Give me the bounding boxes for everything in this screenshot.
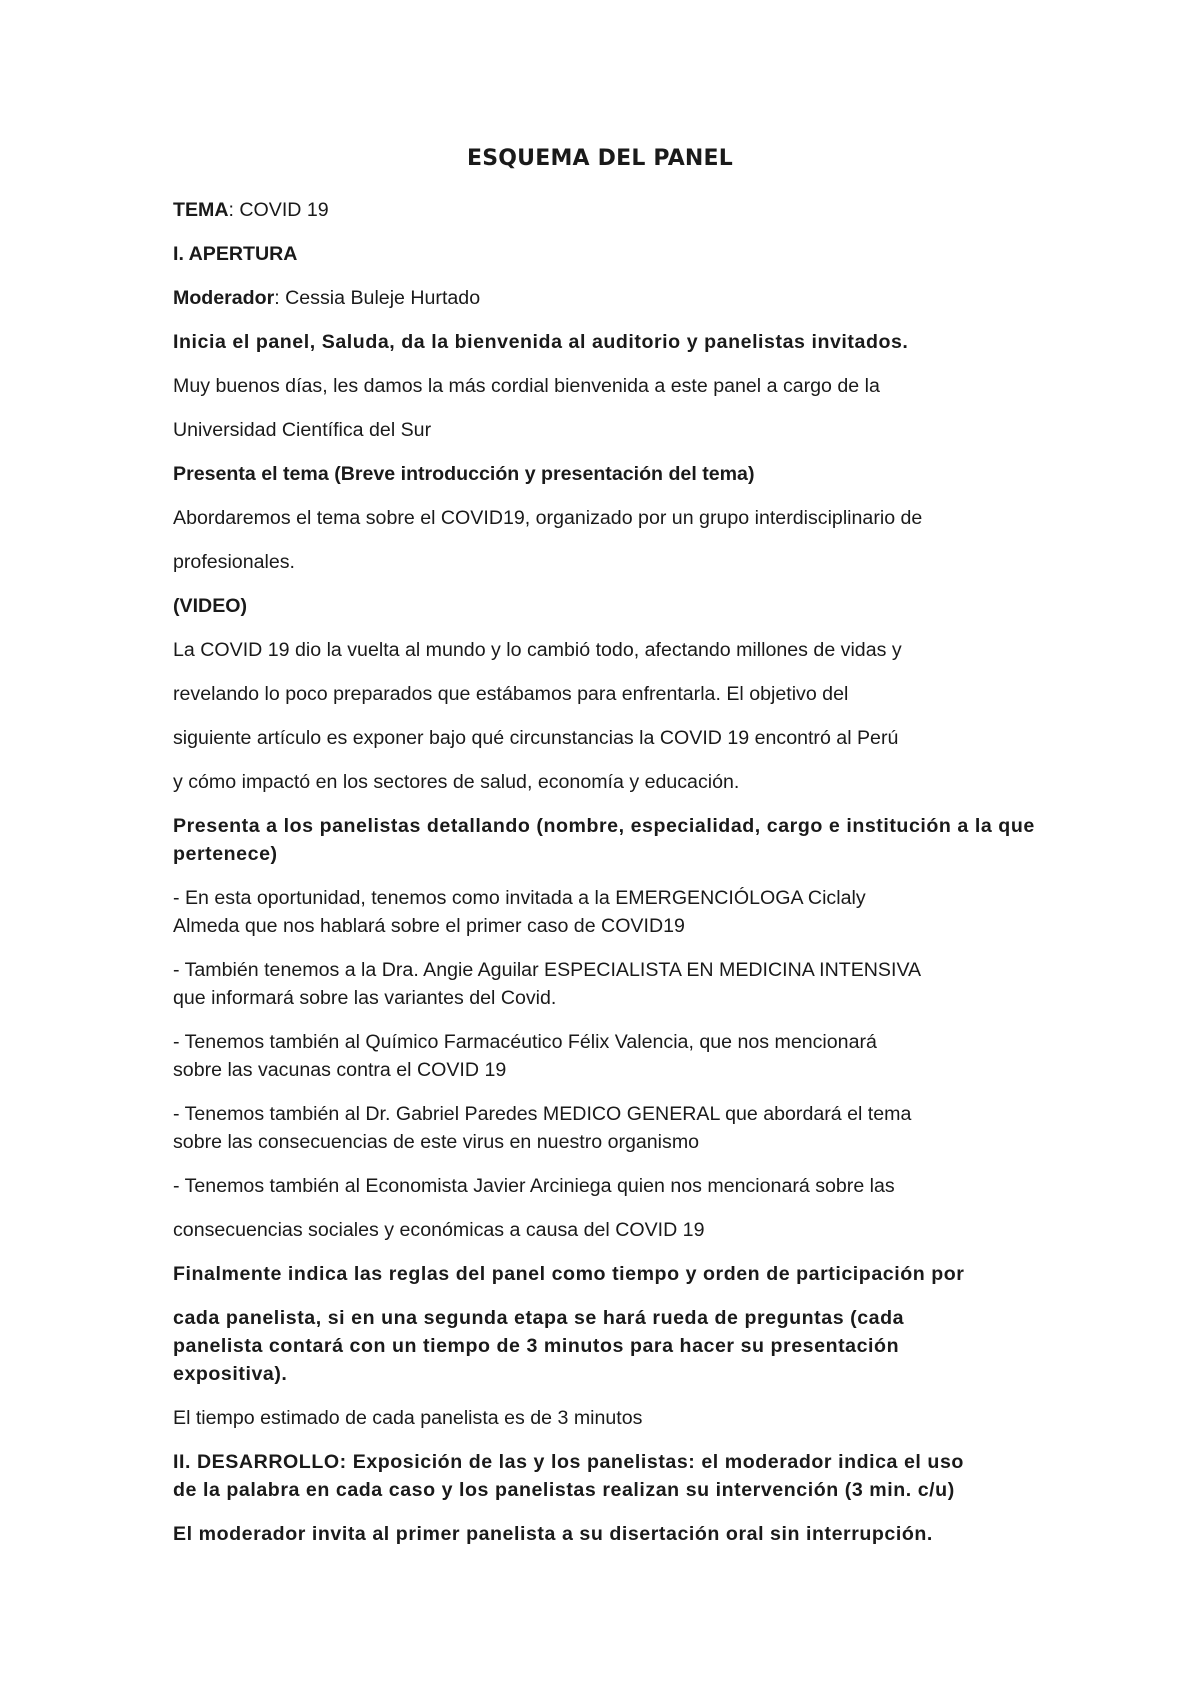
abordaremos-line-2: profesionales. xyxy=(173,551,295,573)
video-label: (VIDEO) xyxy=(173,595,248,617)
reglas-line-3: panelista contará con un tiempo de 3 minutos para hacer su presentación xyxy=(173,1335,900,1357)
reglas-line-2: cada panelista, si en una segunda etapa se hará rueda de preguntas (cada xyxy=(173,1307,905,1329)
desarrollo-line-1: II. DESARROLLO: Exposición de las y los panelistas: el moderador indica el uso xyxy=(173,1451,964,1473)
presenta-tema-instruction: Presenta el tema (Breve introducción y presentación del tema) xyxy=(173,463,755,485)
tema-value: : COVID 19 xyxy=(228,199,329,221)
covid-line-3: siguiente artículo es exponer bajo qué circunstancias la COVID 19 encontró al Perú xyxy=(173,727,899,749)
reglas-line-4: expositiva). xyxy=(173,1363,288,1385)
panelist-3-line-2: sobre las vacunas contra el COVID 19 xyxy=(173,1059,507,1081)
inicia-instruction: Inicia el panel, Saluda, da la bienvenida al auditorio y panelistas invitados. xyxy=(173,331,909,353)
welcome-line-1: Muy buenos días, les damos la más cordial bienvenida a este panel a cargo de la xyxy=(173,375,880,397)
document-title: ESQUEMA DEL PANEL xyxy=(466,146,733,171)
panelist-2-line-2: que informará sobre las variantes del Covid. xyxy=(173,987,557,1009)
covid-line-1: La COVID 19 dio la vuelta al mundo y lo cambió todo, afectando millones de vidas y xyxy=(173,639,902,661)
panelist-1-line-2: Almeda que nos hablará sobre el primer caso de COVID19 xyxy=(173,915,685,937)
panelist-2-line-1: - También tenemos a la Dra. Angie Aguilar ESPECIALISTA EN MEDICINA INTENSIVA xyxy=(173,959,922,981)
covid-line-2: revelando lo poco preparados que estábamos para enfrentarla. El objetivo del xyxy=(173,683,849,705)
panelist-5-line-2: consecuencias sociales y económicas a causa del COVID 19 xyxy=(173,1219,705,1241)
welcome-line-2: Universidad Científica del Sur xyxy=(173,419,432,441)
panelist-5-line-1: - Tenemos también al Economista Javier Arciniega quien nos mencionará sobre las xyxy=(173,1175,895,1197)
presenta-panelistas-instruction: Presenta a los panelistas detallando (nombre, especialidad, cargo e institución a la que pertenece) xyxy=(173,815,1035,865)
panelist-4-line-2: sobre las consecuencias de este virus en nuestro organismo xyxy=(173,1131,700,1153)
desarrollo-line-2: de la palabra en cada caso y los panelistas realizan su intervención (3 min. c/u) xyxy=(173,1479,955,1501)
abordaremos-line-1: Abordaremos el tema sobre el COVID19, organizado por un grupo interdisciplinario de xyxy=(173,507,923,529)
tiempo-line: El tiempo estimado de cada panelista es de 3 minutos xyxy=(173,1407,643,1429)
moderador-value: : Cessia Buleje Hurtado xyxy=(274,287,481,309)
panelist-3-line-1: - Tenemos también al Químico Farmacéutico Félix Valencia, que nos mencionará xyxy=(173,1031,877,1053)
panelist-1-line-1: - En esta oportunidad, tenemos como invitada a la EMERGENCIÓLOGA Ciclaly xyxy=(173,887,866,909)
tema-label: TEMA xyxy=(173,199,229,221)
invita-instruction: El moderador invita al primer panelista a su disertación oral sin interrupción. xyxy=(173,1523,933,1545)
panelist-4-line-1: - Tenemos también al Dr. Gabriel Paredes MEDICO GENERAL que abordará el tema xyxy=(173,1103,912,1125)
apertura-heading: I. APERTURA xyxy=(173,243,298,265)
tema-line xyxy=(173,196,1053,224)
covid-line-4: y cómo impactó en los sectores de salud, economía y educación. xyxy=(173,771,740,793)
moderador-label: Moderador xyxy=(173,287,275,309)
reglas-line-1: Finalmente indica las reglas del panel como tiempo y orden de participación por xyxy=(173,1263,965,1285)
moderador-line xyxy=(173,284,1053,312)
